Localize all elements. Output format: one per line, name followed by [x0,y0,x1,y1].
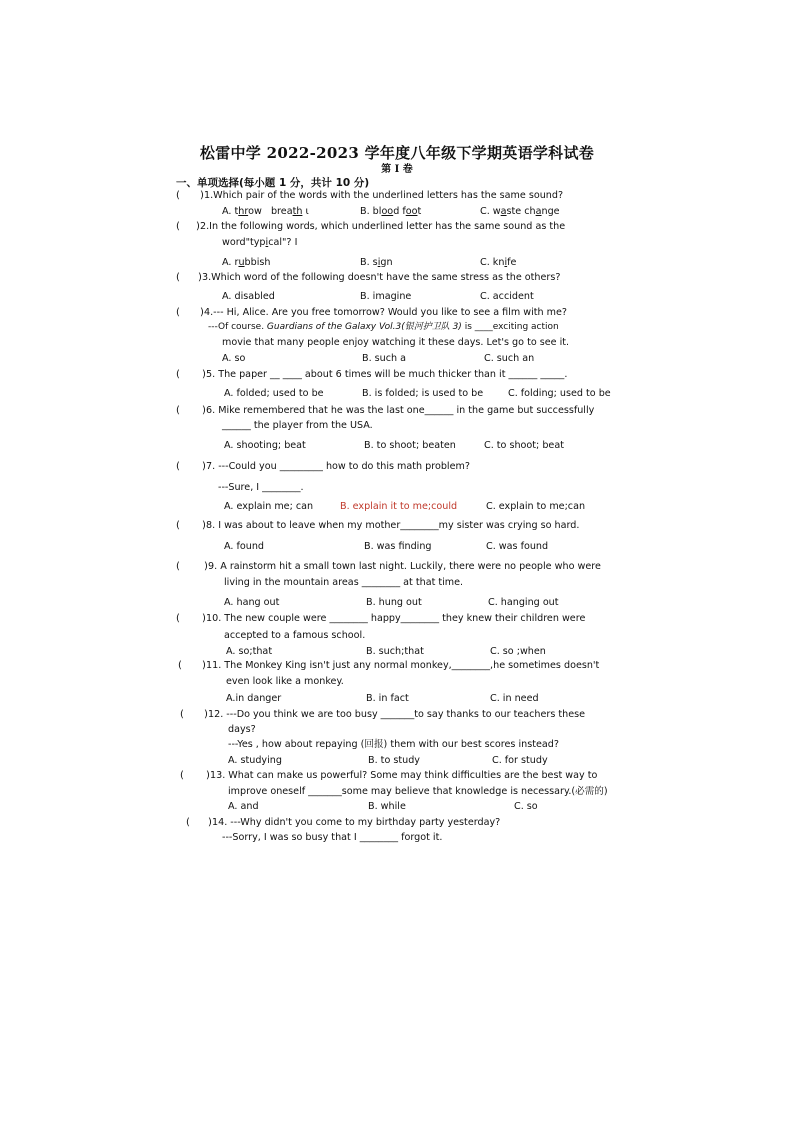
option-a: A. hang out [224,597,280,608]
option-a: A. explain me; can [224,501,314,512]
question-stem: 13. What can make us powerful? Some may think difficulties are the best way to [210,770,598,781]
section-heading: 一、单项选择(每小题 1 分，共计 10 分) [176,177,370,189]
option-a: A. shooting; beat [224,440,306,451]
question-stem: 8. I was about to leave when my mother________my sister was crying so hard. [206,520,580,531]
question-stem: 4.--- Hi, Alice. Are you free tomorrow? Would you like to see a film with me? [204,307,568,318]
option-b: B. explain it to me;could [340,501,458,512]
option-b: B. imagine [360,291,412,302]
answer-blank-open: ( [176,369,180,380]
answer-blank-open: ( [186,817,190,828]
answer-blank-close: ) [196,221,200,232]
option-b: B. to study [368,755,420,766]
option-c: C. knife [480,257,517,268]
exam-subtitle: 第 I 卷 [381,164,413,175]
option-b: B. such a [362,353,407,364]
option-a: A. rubbish [222,257,271,268]
question-stem: 1.Which pair of the words with the underlined letters has the same sound? [204,190,564,201]
option-a: A.in danger [226,693,282,704]
option-c: C. to shoot; beat [484,440,564,451]
option-a: A. so;that [226,646,273,657]
option-b: B. to shoot; beaten [364,440,456,451]
option-b: B. was finding [364,541,432,552]
option-b: B. in fact [366,693,409,704]
answer-blank-close: ) [200,307,204,318]
option-c: C. in need [490,693,539,704]
option-a: A. disabled [222,291,275,302]
question-stem-line-2: word"typical"? I [222,237,298,248]
answer-blank-close: ) [202,405,206,416]
answer-blank-open: ( [180,770,184,781]
answer-blank-close: ) [202,520,206,531]
option-a: A. and [228,801,259,812]
question-stem-line-3: movie that many people enjoy watching it these days. Let's go to see it. [222,337,570,348]
answer-blank-open: ( [178,660,182,671]
option-c: C. was found [486,541,549,552]
question-stem-line-2: even look like a monkey. [226,676,344,687]
option-a: A. throw breath ι [222,206,309,217]
answer-blank-close: ) [200,190,204,201]
question-stem: 7. ---Could you _________ how to do this math problem? [206,461,470,472]
option-b: B. such;that [366,646,424,657]
option-a: A. folded; used to be [224,388,324,399]
question-stem: 9. A rainstorm hit a small town last night. Luckily, there were no people who were [208,561,601,572]
answer-blank-close: ) [202,613,206,624]
answer-blank-open: ( [176,221,180,232]
answer-blank-open: ( [176,520,180,531]
answer-blank-open: ( [176,307,180,318]
question-stem-line-2: living in the mountain areas ________ at that time. [224,577,464,588]
option-a: A. found [224,541,264,552]
option-b: B. hung out [366,597,422,608]
option-c: C. accident [480,291,534,302]
question-stem: 2.In the following words, which underlined letter has the same sound as the [200,221,566,232]
option-c: C. explain to me;can [486,501,586,512]
question-stem-line-2: ---Of course. Guardians of the Galaxy Vol.3(银河护卫队 3) is ____exciting action [208,322,559,332]
option-b: B. sign [360,257,393,268]
question-stem-line-2: days? [228,724,256,735]
question-stem-line-3: ---Yes , how about repaying (回报) them with our best scores instead? [228,739,559,750]
answer-blank-close: ) [206,770,210,781]
option-c: C. such an [484,353,535,364]
answer-blank-close: ) [202,369,206,380]
option-a: A. so [222,353,246,364]
answer-blank-open: ( [176,272,180,283]
question-stem: 10. The new couple were ________ happy________ they knew their children were [206,613,586,624]
option-b: B. is folded; is used to be [362,388,484,399]
option-b: B. while [368,801,406,812]
answer-blank-close: ) [204,561,208,572]
answer-blank-open: ( [176,190,180,201]
answer-blank-open: ( [180,709,184,720]
option-b: B. blood foot [360,206,422,217]
question-stem-line-2: ______ the player from the USA. [222,420,373,431]
option-a: A. studying [228,755,282,766]
question-stem-line-2: accepted to a famous school. [224,630,366,641]
answer-blank-open: ( [176,405,180,416]
option-c: C. so [514,801,538,812]
answer-blank-close: ) [202,660,206,671]
question-stem: 11. The Monkey King isn't just any normal monkey,________,he sometimes doesn't [206,660,600,671]
question-stem-line-2: ---Sorry, I was so busy that I ________ forgot it. [222,832,443,843]
question-stem: 3.Which word of the following doesn't have the same stress as the others? [202,272,561,283]
option-c: C. waste change [480,206,560,217]
question-stem: 5. The paper __ ____ about 6 times will be much thicker than it ______ _____. [206,369,568,380]
answer-blank-close: ) [204,709,208,720]
answer-blank-open: ( [176,613,180,624]
question-stem-line-2: improve oneself _______some may believe that knowledge is necessary.(必需的) [228,786,608,797]
option-c: C. folding; used to be [508,388,611,399]
answer-blank-close: ) [198,272,202,283]
question-stem: 6. Mike remembered that he was the last one______ in the game but successfully [206,405,595,416]
question-stem-line-2: ---Sure, I ________. [218,482,304,493]
option-c: C. so ;when [490,646,546,657]
answer-blank-open: ( [176,461,180,472]
question-stem: 12. ---Do you think we are too busy _______to say thanks to our teachers these [208,709,586,720]
exam-title: 松雷中学 2022-2023 学年度八年级下学期英语学科试卷 [199,144,595,162]
answer-blank-close: ) [208,817,212,828]
question-stem: 14. ---Why didn't you come to my birthday party yesterday? [212,817,501,828]
option-c: C. for study [492,755,548,766]
answer-blank-open: ( [176,561,180,572]
option-c: C. hanging out [488,597,559,608]
answer-blank-close: ) [202,461,206,472]
